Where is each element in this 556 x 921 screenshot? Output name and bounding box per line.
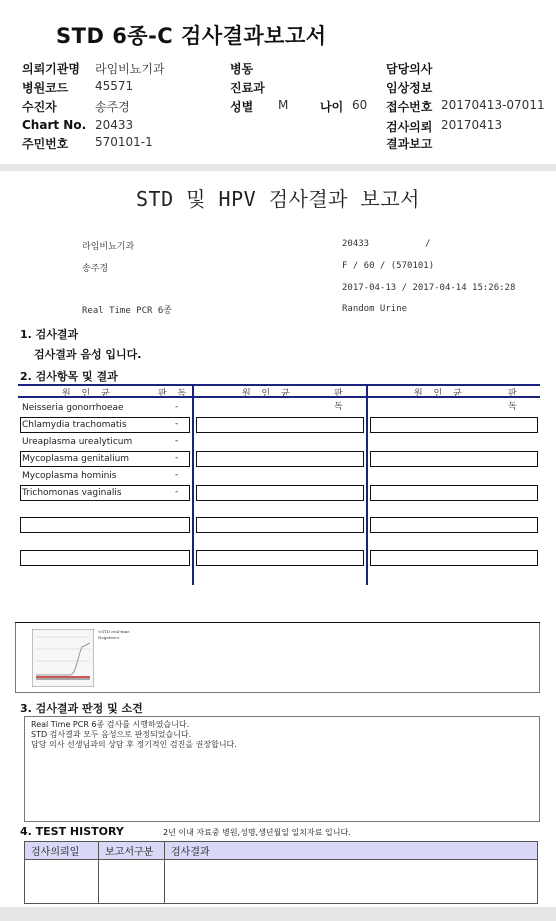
hosp-code-label: 병원코드 bbox=[22, 81, 69, 95]
info-dates: 2017-04-13 / 2017-04-14 15:26:28 bbox=[342, 283, 516, 293]
chart-value: 20433 bbox=[95, 118, 134, 132]
history-cell bbox=[165, 860, 538, 904]
graph-caption: <STD real-time Negative> bbox=[98, 629, 130, 640]
age-value: 60 bbox=[352, 98, 368, 112]
history-table bbox=[24, 841, 538, 904]
info-specimen: Random Urine bbox=[342, 304, 408, 314]
ward-label: 병동 bbox=[230, 62, 254, 76]
pathogen-name: Mycoplasma genitalium bbox=[22, 454, 130, 464]
result-summary: 검사결과 음성 입니다. bbox=[34, 348, 142, 361]
col-pathogen-label: 원 인 균 bbox=[62, 389, 114, 399]
empty-row-box bbox=[196, 451, 364, 467]
section-1-title: 1. 검사결과 bbox=[20, 328, 79, 341]
rrn-value: 570101-1 bbox=[95, 135, 153, 149]
history-cell bbox=[99, 860, 165, 904]
rrn-label: 주민번호 bbox=[22, 137, 69, 151]
header-title: STD 6종-C 검사결과보고서 bbox=[56, 24, 327, 48]
info-method: Real Time PCR 6종 bbox=[82, 306, 172, 316]
agency-value: 라임비뇨기과 bbox=[95, 62, 165, 76]
col-header-2 bbox=[194, 384, 366, 412]
info-clinic: 라임비뇨기과 bbox=[82, 242, 135, 252]
request-value: 20170413 bbox=[441, 118, 503, 132]
empty-row-box bbox=[196, 417, 364, 433]
col-header-3 bbox=[368, 384, 540, 412]
pathogen-result: - bbox=[175, 487, 179, 497]
patient-label: 수진자 bbox=[22, 100, 57, 114]
receipt-value: 20170413-07011 bbox=[441, 98, 545, 112]
empty-row-box bbox=[370, 485, 538, 501]
empty-row-box bbox=[370, 417, 538, 433]
history-note: 2년 이내 자료중 병원,성명,생년월일 일치자료 입니다. bbox=[163, 828, 351, 837]
pathogen-name: Ureaplasma urealyticum bbox=[22, 437, 133, 447]
history-col-date: 검사의뢰일 bbox=[25, 842, 99, 860]
info-chart: 20433 bbox=[342, 239, 370, 249]
chart-label: Chart No. bbox=[22, 118, 87, 132]
empty-row-box bbox=[20, 517, 190, 533]
table-row bbox=[25, 860, 538, 904]
pathogen-name: Trichomonas vaginalis bbox=[22, 488, 122, 498]
section-2-title: 2. 검사항목 및 결과 bbox=[20, 370, 118, 383]
request-label: 검사의뢰 bbox=[386, 120, 433, 134]
col-judge-label: 판 독 bbox=[158, 389, 191, 399]
report-header bbox=[0, 0, 556, 164]
col-pathogen-label: 원 인 균 bbox=[242, 389, 294, 399]
empty-row-box bbox=[196, 517, 364, 533]
col-judge-label: 판 독 bbox=[508, 389, 521, 412]
dept-label: 진료과 bbox=[230, 81, 265, 95]
col-pathogen-label: 원 인 균 bbox=[414, 389, 466, 399]
pathogen-result: - bbox=[175, 402, 179, 412]
info-sex-age: F / 60 / (570101) bbox=[342, 261, 435, 271]
agency-label: 의뢰기관명 bbox=[22, 62, 80, 76]
sex-label: 성별 bbox=[230, 100, 254, 114]
pathogen-result: - bbox=[175, 419, 179, 429]
history-cell bbox=[25, 860, 99, 904]
report-page bbox=[0, 171, 556, 907]
col-judge-label: 판 독 bbox=[334, 389, 347, 412]
graph-panel bbox=[15, 623, 540, 693]
info-patient: 송주경 bbox=[82, 264, 109, 274]
empty-row-box bbox=[370, 451, 538, 467]
receipt-label: 접수번호 bbox=[386, 100, 433, 114]
doctor-label: 담당의사 bbox=[386, 62, 433, 76]
clinical-label: 임상정보 bbox=[386, 81, 433, 95]
opinion-line: 담당 의사 선생님과의 상담 후 정기적인 검진을 권장합니다. bbox=[31, 740, 237, 749]
section-4-title: 4. TEST HISTORY bbox=[20, 825, 124, 838]
pathogen-name: Chlamydia trachomatis bbox=[22, 420, 127, 430]
patient-value: 송주경 bbox=[95, 100, 130, 114]
empty-row-box bbox=[370, 517, 538, 533]
column-divider bbox=[192, 384, 194, 585]
col-header-1 bbox=[18, 384, 192, 398]
pcr-amplification-graph bbox=[32, 629, 94, 687]
pathogen-result: - bbox=[175, 453, 179, 463]
pathogen-result: - bbox=[175, 470, 179, 480]
report-title: STD 및 HPV 검사결과 보고서 bbox=[136, 187, 420, 211]
history-col-result: 검사결과 bbox=[165, 842, 538, 860]
age-label: 나이 bbox=[320, 100, 344, 114]
opinion-box bbox=[24, 716, 540, 822]
section-3-title: 3. 검사결과 판정 및 소견 bbox=[20, 702, 143, 715]
pathogen-name: Neisseria gonorrhoeae bbox=[22, 403, 124, 413]
empty-row-box bbox=[196, 485, 364, 501]
pathogen-result: - bbox=[175, 436, 179, 446]
empty-row-box bbox=[370, 550, 538, 566]
opinion-line: STD 검사결과 모두 음성으로 판정되었습니다. bbox=[31, 730, 192, 739]
report-label: 결과보고 bbox=[386, 137, 433, 151]
history-header-row bbox=[25, 842, 538, 860]
sex-value: M bbox=[278, 98, 289, 112]
pathogen-name: Mycoplasma hominis bbox=[22, 471, 117, 481]
info-chart-sep: / bbox=[425, 239, 431, 249]
empty-row-box bbox=[196, 550, 364, 566]
hosp-code-value: 45571 bbox=[95, 79, 134, 93]
opinion-line: Real Time PCR 6종 검사를 시행하였습니다. bbox=[31, 720, 190, 729]
history-col-type: 보고서구분 bbox=[99, 842, 165, 860]
column-divider bbox=[366, 384, 368, 585]
empty-row-box bbox=[20, 550, 190, 566]
